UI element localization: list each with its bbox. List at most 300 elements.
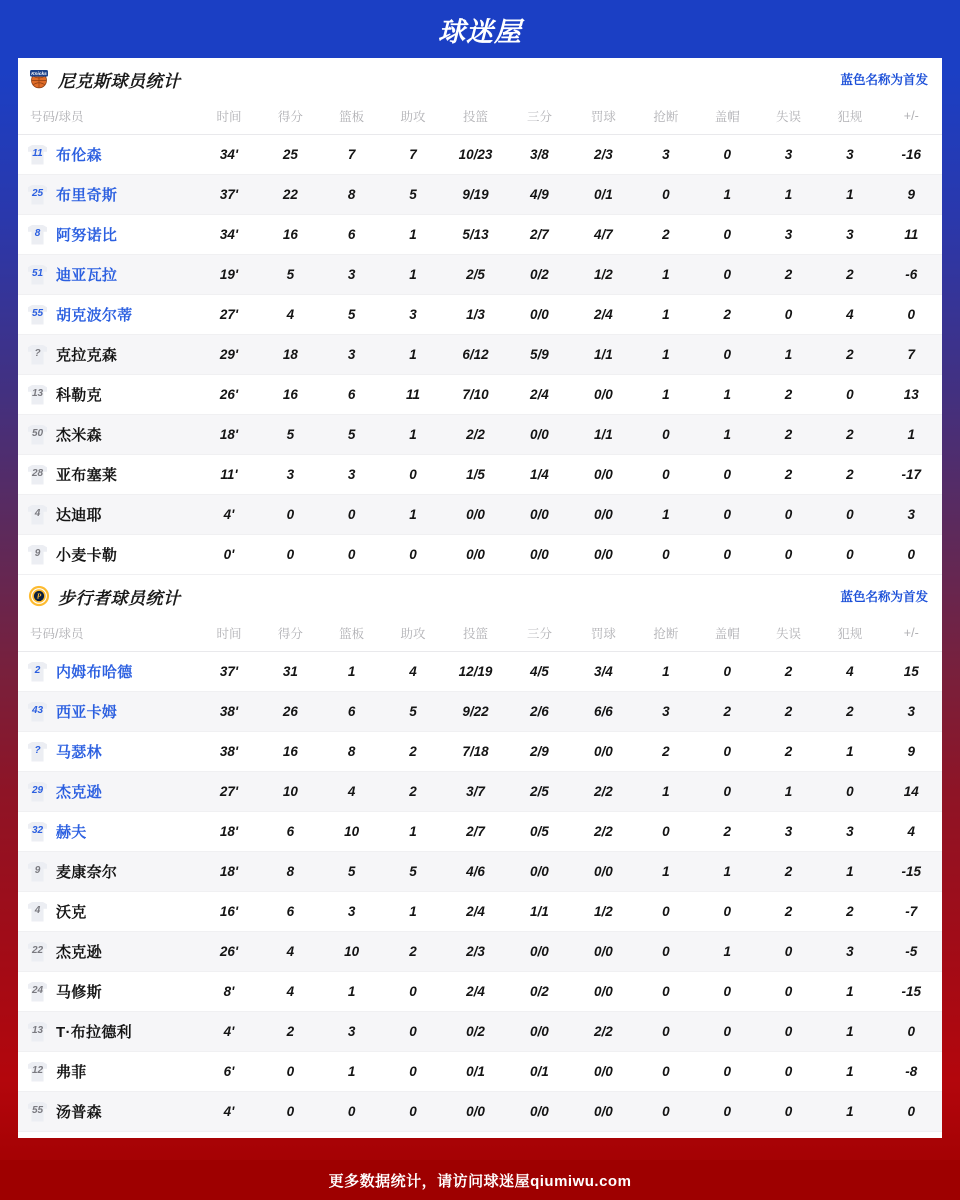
stat-ft: 3/4 [593,664,613,679]
stat-pm: -17 [901,467,922,482]
stat-pm: -5 [905,944,918,959]
player-name-cell[interactable] [18,255,198,295]
player-name-cell[interactable] [18,175,198,215]
svg-text:Knicks: Knicks [31,72,47,78]
svg-text:P: P [36,591,42,601]
player-name-cell[interactable] [18,1052,198,1092]
stat-ast: 5 [409,704,417,719]
player-name-cell[interactable] [18,495,198,535]
stat-reb: 3 [347,467,356,482]
stat-blk: 1 [723,944,731,959]
stat-blk: 1 [723,427,731,442]
stat-stl: 1 [662,307,670,322]
stat-tp: 0/0 [530,547,549,562]
jersey-number-badge [28,1062,47,1082]
stat-blk: 0 [723,227,731,242]
stat-stl: 0 [662,904,670,919]
table-row[interactable] [18,772,942,812]
stat-stl: 0 [662,944,670,959]
stat-ast: 0 [409,1064,417,1079]
stat-pts: 0 [286,1064,295,1079]
player-name[interactable]: 阿努诺比 [56,227,118,244]
column-header-1: 时间 [198,100,259,135]
player-name-cell[interactable] [18,335,198,375]
player-name-cell[interactable] [18,415,198,455]
stat-pts: 0 [286,507,295,522]
stat-fg: 7/10 [462,387,489,402]
jersey-number-badge [28,545,47,565]
player-name[interactable]: 小麦卡勒 [56,547,118,564]
jersey-number-badge [28,265,47,285]
stat-pf: 1 [846,1064,854,1079]
stat-reb: 0 [347,507,356,522]
stat-reb: 1 [347,1064,356,1079]
stat-ft: 0/0 [593,467,613,482]
column-header-10: 失误 [758,617,819,652]
jersey-number: 4 [34,905,41,916]
stat-pf: 3 [846,824,854,839]
stat-stl: 3 [662,704,670,719]
stat-tp: 3/8 [530,147,549,162]
column-header-11: 犯规 [819,100,880,135]
stat-pm: -15 [901,864,922,879]
stat-stl: 0 [662,1104,670,1119]
stat-min: 18' [219,427,239,442]
player-name[interactable]: 西亚卡姆 [56,704,118,721]
table-row[interactable] [18,495,942,535]
stat-pf: 3 [846,147,854,162]
stat-ft: 6/6 [593,704,613,719]
stat-pm: -7 [905,904,918,919]
jersey-number-badge [28,822,47,842]
table-row[interactable] [18,335,942,375]
stat-stl: 1 [662,864,670,879]
table-row[interactable] [18,932,942,972]
stat-tov: 0 [784,1104,793,1119]
jersey-number: 8 [34,228,41,239]
player-name-cell[interactable] [18,535,198,575]
stat-reb: 3 [347,267,356,282]
stat-blk: 2 [723,307,731,322]
table-row[interactable] [18,135,942,175]
player-name[interactable]: 亚布塞莱 [56,467,118,484]
stat-pts: 2 [286,1024,295,1039]
stat-reb: 1 [347,664,356,679]
player-name[interactable]: 弗菲 [56,1064,87,1081]
stat-blk: 0 [723,547,731,562]
stat-pts: 0 [286,1104,295,1119]
stat-min: 38' [219,744,239,759]
stat-stl: 0 [662,467,670,482]
stat-fg: 0/2 [466,1024,485,1039]
player-name[interactable]: T·布拉德利 [56,1024,132,1041]
column-header-6: 三分 [508,100,572,135]
table-row[interactable] [18,375,942,415]
column-header-8: 抢断 [635,617,696,652]
stat-pts: 22 [282,187,298,202]
stat-pts: 4 [286,307,295,322]
stat-stl: 1 [662,267,670,282]
player-name[interactable]: 杰克逊 [56,944,102,961]
stat-fg: 2/5 [466,267,485,282]
stat-fg: 12/19 [458,664,493,679]
stat-ft: 0/0 [593,547,613,562]
stat-tp: 2/5 [530,784,549,799]
table-row[interactable] [18,1052,942,1092]
jersey-number: 55 [31,308,44,319]
stat-stl: 0 [662,547,670,562]
table-row[interactable] [18,215,942,255]
stat-ft: 0/0 [593,387,613,402]
stat-tp: 0/5 [530,824,549,839]
stat-pf: 0 [846,387,854,402]
stat-blk: 0 [723,507,731,522]
column-header-10: 失误 [758,100,819,135]
table-row[interactable] [18,652,942,692]
stat-pts: 8 [286,864,295,879]
stat-tp: 5/9 [530,347,549,362]
stat-pm: 14 [903,784,919,799]
stat-blk: 0 [723,1104,731,1119]
jersey-number-badge [28,942,47,962]
stat-tp: 0/0 [530,864,549,879]
stat-pts: 6 [286,824,295,839]
stat-reb: 4 [347,784,356,799]
jersey-number-badge [28,982,47,1002]
stat-blk: 0 [723,1024,731,1039]
player-name-cell[interactable] [18,455,198,495]
stat-min: 19' [219,267,239,282]
stat-pm: 3 [907,704,916,719]
stat-pm: -16 [901,147,922,162]
stat-blk: 1 [723,187,731,202]
jersey-number: 55 [31,1105,44,1116]
stat-stl: 0 [662,1064,670,1079]
player-name-cell[interactable] [18,892,198,932]
stat-pf: 1 [846,744,854,759]
stat-tp: 0/0 [530,427,549,442]
stat-ft: 2/4 [593,307,613,322]
stat-stl: 0 [662,984,670,999]
stat-fg: 2/4 [466,904,485,919]
jersey-number: 12 [31,1065,44,1076]
stat-min: 34' [219,147,239,162]
stat-tp: 0/2 [530,984,549,999]
stat-ast: 11 [405,387,420,402]
stat-blk: 2 [723,824,731,839]
stat-ast: 3 [409,307,417,322]
stat-ast: 1 [409,904,417,919]
stat-blk: 1 [723,387,731,402]
stat-pm: -8 [905,1064,918,1079]
box-score-table [18,617,942,1132]
stat-fg: 2/3 [466,944,485,959]
stat-ft: 2/2 [593,784,613,799]
stat-pm: 3 [907,507,916,522]
player-name-cell[interactable] [18,692,198,732]
stat-stl: 0 [662,187,670,202]
stat-tov: 2 [784,864,793,879]
stat-ast: 0 [409,467,417,482]
jersey-number: 28 [31,468,44,479]
stat-ast: 2 [409,744,417,759]
stat-stl: 0 [662,824,670,839]
jersey-number: 24 [31,985,44,996]
player-name[interactable]: 布伦森 [56,147,102,164]
stat-fg: 2/7 [466,824,485,839]
jersey-number-badge [28,345,47,365]
table-row[interactable] [18,812,942,852]
stat-min: 18' [219,864,239,879]
player-name-cell[interactable] [18,295,198,335]
stat-pm: 15 [903,664,919,679]
stat-stl: 0 [662,427,670,442]
table-row[interactable] [18,255,942,295]
column-header-1: 时间 [198,617,259,652]
stat-pts: 16 [282,387,298,402]
stat-pts: 5 [286,267,295,282]
player-name[interactable]: 迪亚瓦拉 [56,267,118,284]
jersey-number-badge [28,902,47,922]
column-header-0: 号码/球员 [18,100,198,135]
column-header-3: 篮板 [321,100,382,135]
column-header-2: 得分 [260,100,321,135]
table-row[interactable] [18,535,942,575]
stat-ast: 5 [409,187,417,202]
column-header-8: 抢断 [635,100,696,135]
stat-reb: 7 [347,147,356,162]
player-name-cell[interactable] [18,652,198,692]
stat-stl: 1 [662,387,670,402]
stat-pm: 9 [907,187,916,202]
stat-ast: 1 [409,347,417,362]
table-row[interactable] [18,455,942,495]
player-name[interactable]: 马瑟林 [56,744,102,761]
jersey-number-badge [28,425,47,445]
stat-tp: 1/4 [530,467,549,482]
stat-fg: 6/12 [462,347,489,362]
stat-tov: 3 [784,824,793,839]
stat-pm: 9 [907,744,916,759]
stat-pf: 2 [846,347,854,362]
table-row[interactable] [18,175,942,215]
jersey-number-badge [28,225,47,245]
stat-ft: 2/2 [593,824,613,839]
stat-ast: 0 [409,1104,417,1119]
player-name[interactable]: 汤普森 [56,1104,102,1121]
column-header-7: 罚球 [571,617,635,652]
stat-pf: 2 [846,267,854,282]
stat-fg: 2/4 [466,984,485,999]
player-name[interactable]: 赫夫 [56,824,87,841]
table-row[interactable] [18,732,942,772]
stat-pf: 0 [846,784,854,799]
stat-tp: 1/1 [530,904,549,919]
column-header-7: 罚球 [571,100,635,135]
column-header-12: +/- [881,617,942,652]
stat-pf: 1 [846,187,854,202]
player-name[interactable]: 科勒克 [56,387,102,404]
stat-tp: 2/6 [530,704,549,719]
table-row[interactable] [18,1012,942,1052]
jersey-number: 13 [31,388,44,399]
stat-ft: 0/0 [593,1104,613,1119]
jersey-number: 9 [34,865,41,876]
stat-ast: 1 [409,267,417,282]
stat-pts: 16 [282,227,298,242]
player-name[interactable]: 沃克 [56,904,87,921]
stat-tov: 0 [784,307,793,322]
jersey-number-badge [28,742,47,762]
jersey-number: 4 [34,508,41,519]
stat-min: 18' [219,824,239,839]
table-row[interactable] [18,415,942,455]
stat-tp: 0/2 [530,267,549,282]
stat-reb: 3 [347,347,356,362]
player-name-cell[interactable] [18,852,198,892]
player-name-cell[interactable] [18,1092,198,1132]
stat-blk: 0 [723,267,731,282]
stat-tov: 0 [784,1024,793,1039]
section-title: 尼克斯球员统计 [58,71,181,91]
stat-pf: 3 [846,227,854,242]
stat-ft: 1/2 [593,904,613,919]
jersey-number: 13 [31,1025,44,1036]
section-title: 步行者球员统计 [58,588,181,608]
table-row[interactable] [18,892,942,932]
stat-ast: 0 [409,547,417,562]
stat-blk: 1 [723,864,731,879]
stat-min: 38' [219,704,239,719]
column-header-12: +/- [881,100,942,135]
player-name-cell[interactable] [18,375,198,415]
jersey-number-badge [28,305,47,325]
stat-tov: 3 [784,227,793,242]
player-name[interactable]: 马修斯 [56,984,102,1001]
stat-stl: 1 [662,347,670,362]
jersey-number-badge [28,465,47,485]
player-name-cell[interactable] [18,1012,198,1052]
stat-pts: 26 [282,704,298,719]
stat-ast: 1 [409,824,417,839]
player-name[interactable]: 克拉克森 [56,347,118,364]
stat-pts: 4 [286,984,295,999]
stat-ft: 0/0 [593,864,613,879]
player-name[interactable]: 麦康奈尔 [56,864,118,881]
stat-reb: 6 [347,387,356,402]
player-name-cell[interactable] [18,932,198,972]
stat-reb: 10 [344,944,360,959]
stat-pts: 5 [286,427,295,442]
stat-reb: 5 [347,427,356,442]
player-name[interactable]: 内姆布哈德 [56,664,133,681]
stat-tp: 0/0 [530,307,549,322]
table-row[interactable] [18,972,942,1012]
stat-blk: 0 [723,147,731,162]
stat-pf: 1 [846,864,854,879]
stat-ft: 2/3 [593,147,613,162]
player-name[interactable]: 杰米森 [56,427,102,444]
stat-pm: 0 [907,547,916,562]
player-name-cell[interactable] [18,972,198,1012]
box-score-table [18,100,942,575]
player-name-cell[interactable] [18,812,198,852]
stat-tov: 2 [784,744,793,759]
stat-min: 0' [223,547,235,562]
stat-stl: 3 [662,147,670,162]
stat-pm: 4 [907,824,916,839]
stat-pm: 0 [907,1024,916,1039]
stat-min: 6' [223,1064,235,1079]
stat-pts: 25 [282,147,298,162]
stat-pm: 11 [904,227,919,242]
section-header [18,575,942,617]
section-header [18,58,942,100]
player-name[interactable]: 达迪耶 [56,507,102,524]
player-name[interactable]: 布里奇斯 [56,187,118,204]
stat-min: 8' [223,984,235,999]
table-row[interactable] [18,295,942,335]
column-header-9: 盖帽 [697,100,758,135]
player-name[interactable]: 杰克逊 [56,784,102,801]
stat-reb: 3 [347,1024,356,1039]
stat-tov: 3 [784,147,793,162]
table-row[interactable] [18,852,942,892]
jersey-number-badge [28,145,47,165]
stat-min: 34' [219,227,239,242]
column-header-5: 投篮 [444,617,508,652]
stat-pts: 10 [282,784,298,799]
box-score-card [18,58,942,1138]
player-name-cell[interactable] [18,215,198,255]
column-header-2: 得分 [260,617,321,652]
stat-pm: 1 [907,427,916,442]
player-name-cell[interactable] [18,772,198,812]
table-row[interactable] [18,1092,942,1132]
stat-pf: 2 [846,467,854,482]
stat-stl: 1 [662,664,670,679]
table-row[interactable] [18,692,942,732]
column-header-4: 助攻 [382,617,443,652]
stat-tov: 2 [784,704,793,719]
player-name-cell[interactable] [18,135,198,175]
stat-stl: 1 [662,784,670,799]
pacers-logo-icon [28,585,50,607]
stat-tov: 1 [784,784,793,799]
stat-stl: 0 [662,1024,670,1039]
stat-ft: 1/2 [593,267,613,282]
jersey-number: 51 [31,268,44,279]
stat-min: 11' [220,467,238,482]
stat-reb: 0 [347,1104,356,1119]
stat-fg: 0/0 [466,547,485,562]
player-name-cell[interactable] [18,732,198,772]
site-logo[interactable]: 球迷屋 [438,16,522,48]
stat-ast: 1 [409,507,417,522]
jersey-number-badge [28,1022,47,1042]
stat-ast: 0 [409,984,417,999]
stat-pf: 1 [846,1104,854,1119]
stat-tp: 4/5 [530,664,549,679]
stat-blk: 0 [723,984,731,999]
stat-stl: 2 [662,744,670,759]
stat-pf: 4 [846,664,854,679]
stat-tov: 1 [784,187,793,202]
stat-ast: 5 [409,864,417,879]
player-name[interactable]: 胡克波尔蒂 [56,307,133,324]
stat-min: 37' [219,664,239,679]
column-header-0: 号码/球员 [18,617,198,652]
